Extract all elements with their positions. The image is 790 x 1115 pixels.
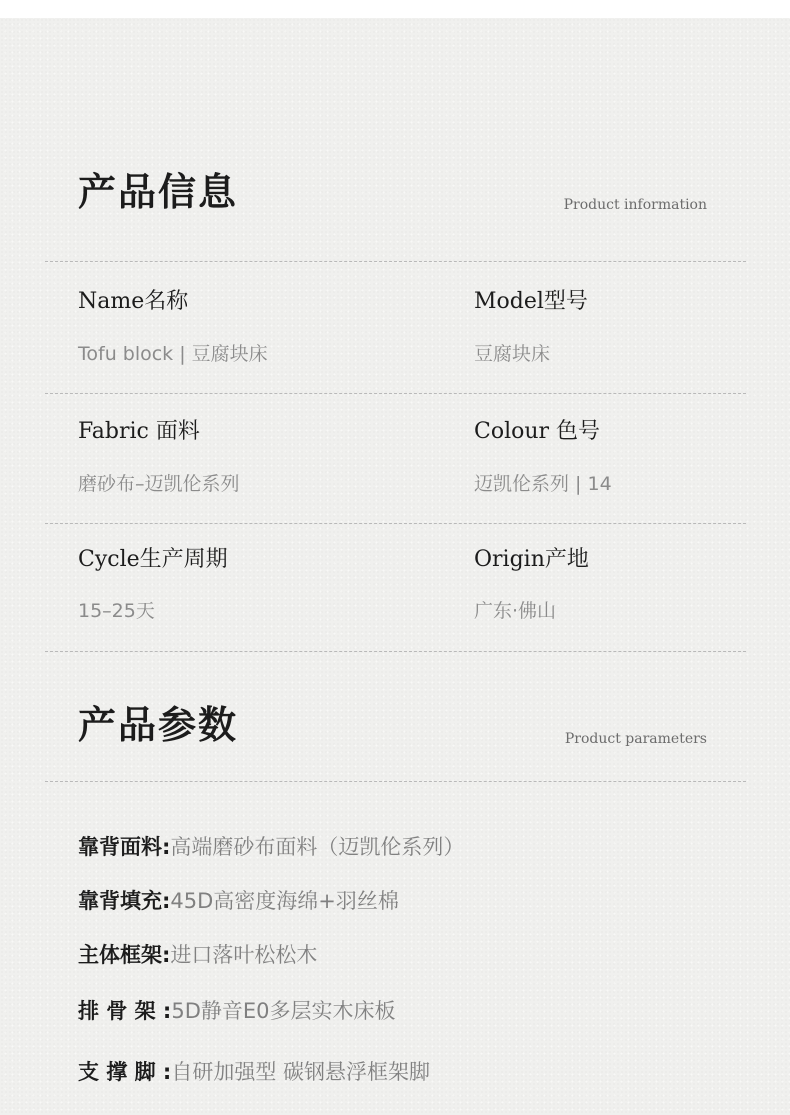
param-key: 主体框架: bbox=[78, 943, 171, 967]
product-info-subtitle: Product information bbox=[563, 197, 707, 213]
info-label-cycle: Cycle生产周期 bbox=[78, 547, 228, 572]
info-label-origin: Origin产地 bbox=[474, 547, 589, 572]
product-info-title: 产品信息 bbox=[78, 170, 239, 214]
param-value: 45D高密度海绵+羽丝棉 bbox=[170, 889, 399, 913]
divider bbox=[45, 523, 746, 524]
divider bbox=[45, 261, 746, 262]
param-key: 靠背面料: bbox=[78, 835, 171, 859]
param-key: 支 撑 脚 : bbox=[78, 1060, 172, 1084]
info-value-origin: 广东·佛山 bbox=[474, 600, 557, 622]
info-value-name: Tofu block | 豆腐块床 bbox=[78, 343, 268, 365]
divider bbox=[45, 393, 746, 394]
divider bbox=[45, 651, 746, 652]
param-row-backrest-filling bbox=[78, 886, 399, 916]
param-key: 靠背填充: bbox=[78, 889, 171, 913]
info-label-name: Name名称 bbox=[78, 289, 189, 314]
info-value-cycle: 15–25天 bbox=[78, 600, 155, 622]
param-row-slat-frame bbox=[78, 996, 396, 1026]
info-value-fabric: 磨砂布–迈凯伦系列 bbox=[78, 473, 240, 495]
param-value: 高端磨砂布面料（迈凯伦系列） bbox=[170, 835, 465, 859]
divider bbox=[45, 781, 746, 782]
param-row-backrest-fabric bbox=[78, 832, 464, 862]
product-params-title: 产品参数 bbox=[78, 703, 239, 747]
info-label-model: Model型号 bbox=[474, 289, 588, 314]
param-row-main-frame bbox=[78, 940, 317, 970]
param-row-support-legs bbox=[78, 1057, 430, 1087]
param-value: 5D静音E0多层实木床板 bbox=[171, 999, 396, 1023]
param-key: 排 骨 架 : bbox=[78, 999, 172, 1023]
param-value: 自研加强型 碳钢悬浮框架脚 bbox=[171, 1060, 431, 1084]
info-value-model: 豆腐块床 bbox=[474, 343, 551, 365]
param-value: 进口落叶松松木 bbox=[170, 943, 318, 967]
product-params-subtitle: Product parameters bbox=[564, 731, 707, 747]
info-value-colour: 迈凯伦系列 | 14 bbox=[474, 473, 612, 495]
info-label-colour: Colour 色号 bbox=[474, 419, 601, 444]
info-label-fabric: Fabric 面料 bbox=[78, 419, 200, 444]
